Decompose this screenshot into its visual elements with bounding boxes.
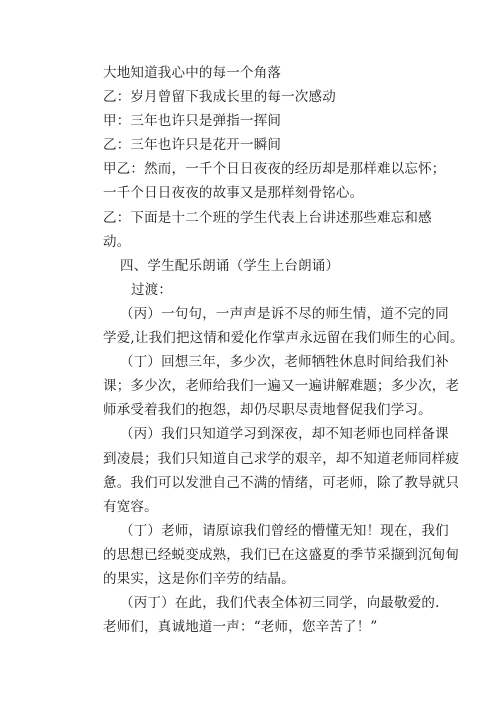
paragraph-line: 惫。我们可以发泄自己不满的情绪，可老师，除了教导就只 [103,474,460,491]
text-line: 动。 [103,233,131,250]
text-line: 甲：三年也许只是弹指一挥间 [103,113,282,130]
text-line: 乙：三年也许只是花开一瞬间 [103,137,282,154]
text-line: 乙：岁月曾留下我成长里的每一次感动 [103,89,336,106]
transition-label: 过渡： [131,281,173,298]
paragraph-line: 到凌晨；我们只知道自己求学的艰辛，却不知道老师同样疲 [103,450,460,467]
paragraph-line: 的思想已经蜕变成熟，我们已在这盛夏的季节采撷到沉甸甸 [103,546,460,563]
document-body [103,61,464,639]
text-line: 大地知道我心中的每一个角落 [103,65,282,81]
paragraph-line: 的果实，这是你们辛劳的结晶。 [103,570,295,587]
paragraph-line: （丙）一句句，一声声是诉不尽的师生情，道不完的同 [120,305,449,322]
text-line: 乙：下面是十二个班的学生代表上台讲述那些难忘和感 [103,209,432,226]
text-line: 甲乙：然而，一千个日日夜夜的经历却是那样难以忘怀； [103,161,446,178]
paragraph-line: 有宽容。 [103,498,158,515]
paragraph-line: 学爱,让我们把这情和爱化作掌声永远留在我们师生的心间。 [103,330,464,347]
paragraph-line: （丁）回想三年，多少次，老师牺牲休息时间给我们补 [120,354,449,371]
paragraph-line: 师承受着我们的抱怨，却仍尽职尽责地督促我们学习。 [103,402,432,419]
paragraph-line: 课；多少次，老师给我们一遍又一遍讲解难题；多少次，老 [103,378,460,395]
paragraph-line: （丙）我们只知道学习到深夜，却不知老师也同样备课 [120,426,449,443]
paragraph-line: 老师们，真诚地道一声：“老师，您辛苦了！” [103,619,378,636]
paragraph-line: （丁）老师，请原谅我们曾经的懵懂无知！现在，我们 [120,522,449,539]
text-line: 一千个日日夜夜的故事又是那样刻骨铭心。 [103,185,364,202]
section-heading: 四、学生配乐朗诵（学生上台朗诵） [120,257,340,274]
paragraph-line: （丙丁）在此，我们代表全体初三同学，向最敬爱的. [120,595,440,612]
